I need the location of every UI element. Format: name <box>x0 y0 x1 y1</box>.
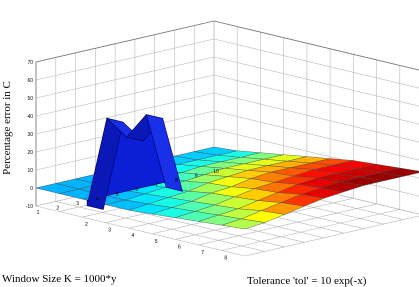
y-tick-label: 2 <box>56 205 60 212</box>
x-tick-label: 8 <box>224 255 228 262</box>
z-tick-label: 40 <box>27 114 33 120</box>
grid-line <box>36 75 214 116</box>
grid-line <box>36 57 214 98</box>
z-tick-label: 70 <box>27 60 33 66</box>
x-tick-label: 7 <box>201 249 204 256</box>
z-tick-label: -10 <box>25 204 33 210</box>
y-tick-label: 3 <box>76 200 79 207</box>
z-tick-label: 10 <box>27 168 33 174</box>
grid-line <box>36 39 214 80</box>
x-tick-label: 3 <box>108 227 112 234</box>
y-tick-label: 6 <box>135 187 139 194</box>
y-tick-label: 5 <box>115 191 119 198</box>
y-tick-label: 8 <box>175 178 178 185</box>
x-tick-label: 2 <box>85 222 88 229</box>
x-tick-label: 5 <box>154 238 158 245</box>
x-tick-label: 4 <box>131 233 135 240</box>
z-tick-label: 60 <box>27 78 33 84</box>
y-tick-label: 1 <box>36 210 40 216</box>
z-tick-label: 30 <box>27 132 33 138</box>
z-tick-label: 50 <box>27 96 33 102</box>
y-axis-label: Window Size K = 1000*y <box>2 273 117 285</box>
y-tick-label: 4 <box>95 196 99 203</box>
y-tick-label: 7 <box>155 182 159 189</box>
z-tick-label: 20 <box>27 150 33 156</box>
y-tick-label: 9 <box>194 173 198 180</box>
z-tick-label: 0 <box>30 186 33 192</box>
y-tick-label: 10 <box>213 169 219 175</box>
z-axis-label: Percentage error in C <box>1 81 13 175</box>
x-tick-label: 6 <box>177 244 181 251</box>
x-axis-label: Tolerance 'tol' = 10 exp(-x) <box>247 275 367 287</box>
